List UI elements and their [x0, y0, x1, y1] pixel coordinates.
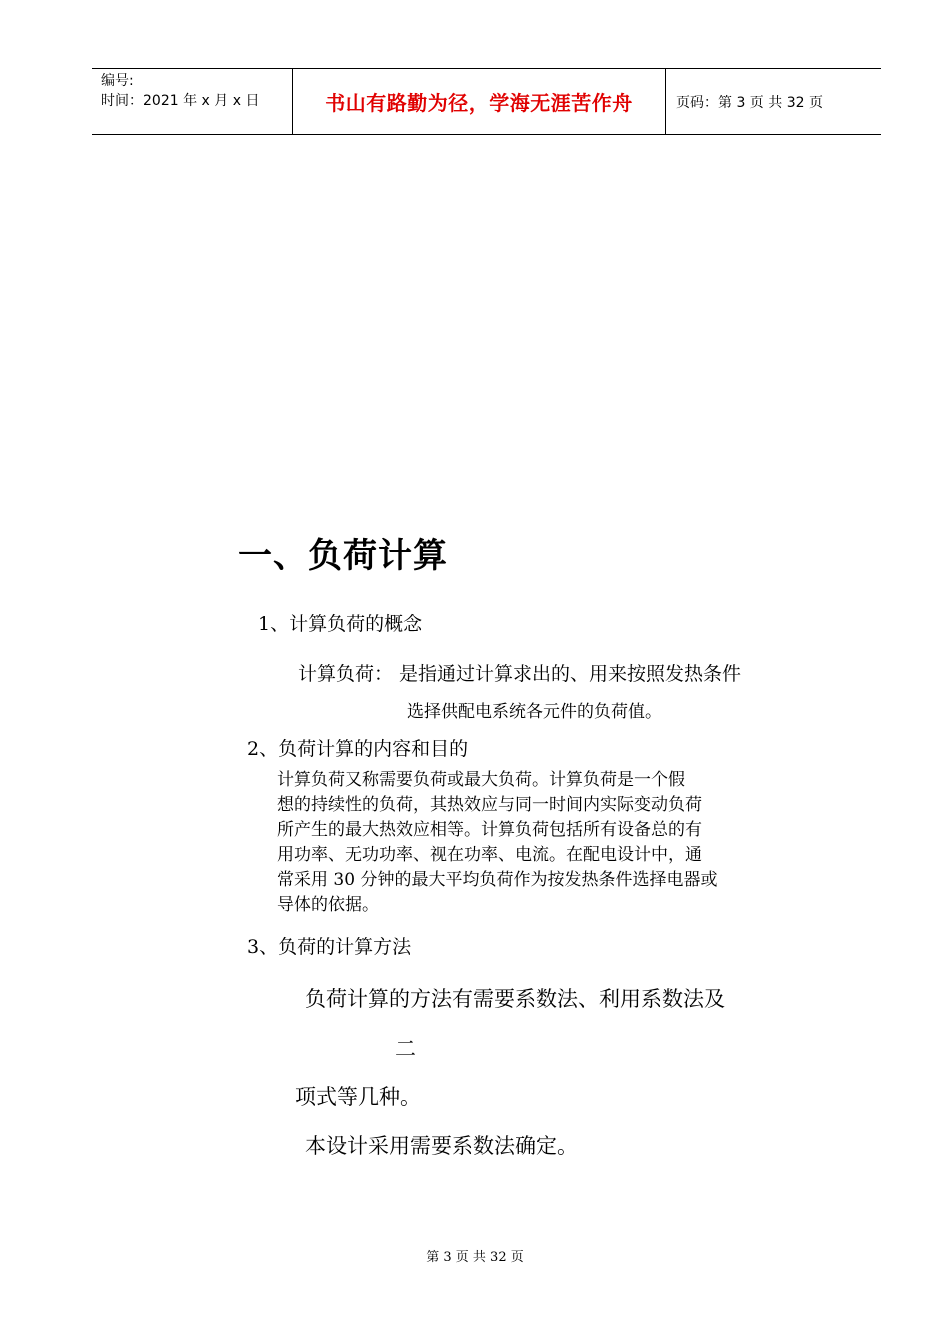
paragraph-line: 常采用 30 分钟的最大平均负荷作为按发热条件选择电器或: [277, 870, 718, 890]
section-3-line-4: 本设计采用需要系数法确定。: [305, 1134, 578, 1158]
section-1-title: 1、计算负荷的概念: [258, 613, 423, 635]
section-3-line-2: 二: [395, 1037, 416, 1061]
paragraph-line: 想的持续性的负荷，其热效应与同一时间内实际变动负荷: [277, 795, 702, 815]
paragraph-line: 所产生的最大热效应相等。计算负荷包括所有设备总的有: [277, 820, 702, 840]
section-3-title: 3、负荷的计算方法: [247, 936, 412, 958]
paragraph-line: 计算负荷又称需要负荷或最大负荷。计算负荷是一个假: [277, 770, 685, 790]
header-page-info: 页码：第 3 页 共 32 页: [676, 94, 823, 111]
section-1-definition-line-2: 选择供配电系统各元件的负荷值。: [407, 702, 662, 722]
paragraph-line: 导体的依据。: [277, 895, 379, 915]
document-number-label: 编号:: [101, 73, 134, 89]
section-3-line-1: 负荷计算的方法有需要系数法、利用系数法及: [305, 987, 725, 1011]
section-2-paragraph: [277, 768, 777, 918]
chapter-heading: 一、负荷计算: [238, 536, 448, 576]
document-time: 时间：2021 年 x 月 x 日: [101, 93, 260, 109]
section-2-title: 2、负荷计算的内容和目的: [247, 738, 469, 760]
page-header: [92, 68, 881, 135]
header-motto: 书山有路勤为径，学海无涯苦作舟: [293, 69, 666, 134]
paragraph-line: 用功率、无功功率、视在功率、电流。在配电设计中，通: [277, 845, 702, 865]
section-3-line-3: 项式等几种。: [295, 1085, 421, 1109]
section-1-definition-line-1: 计算负荷： 是指通过计算求出的、用来按照发热条件: [298, 663, 742, 685]
page-footer: 第 3 页 共 32 页: [426, 1250, 524, 1265]
header-meta-cell: [92, 69, 293, 134]
